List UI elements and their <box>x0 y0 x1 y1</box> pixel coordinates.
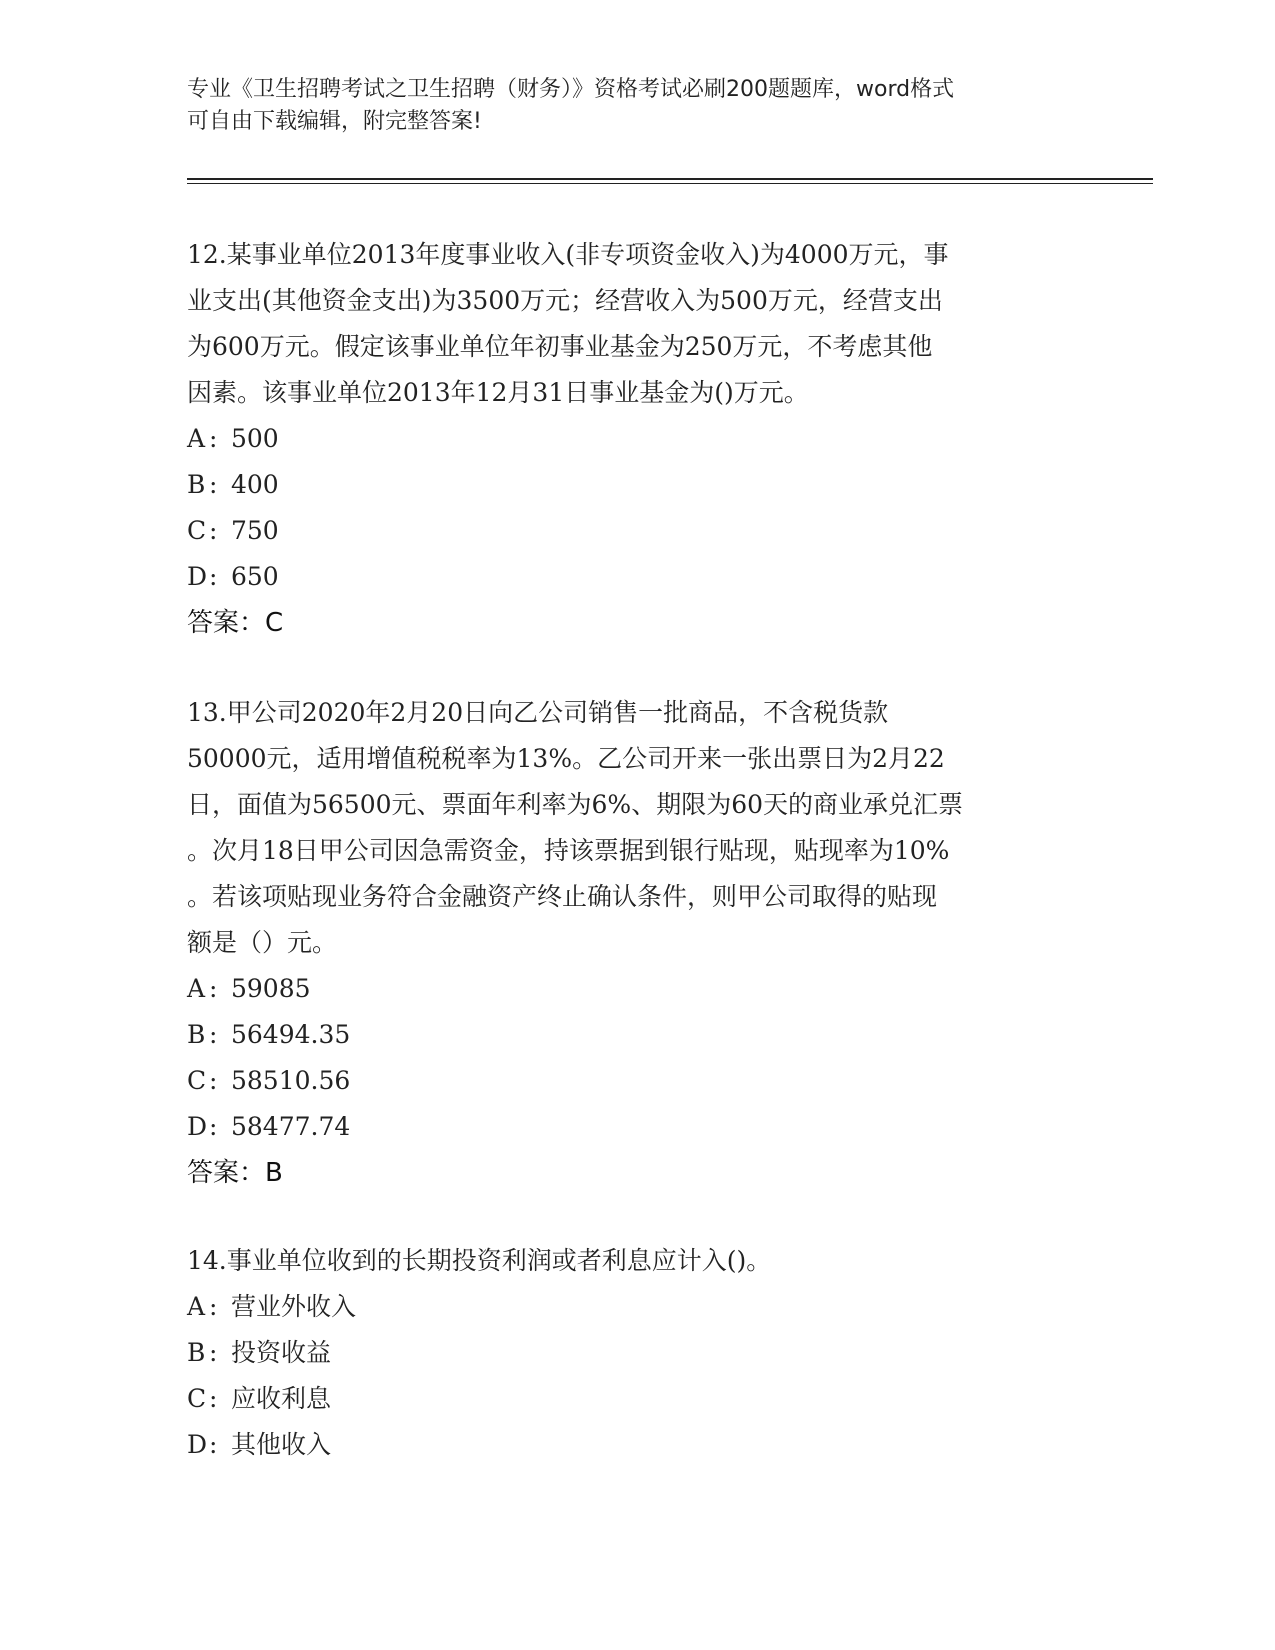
option-c <box>187 508 1087 554</box>
question-stem-line: 12.某事业单位2013年度事业收入(非专项资金收入)为4000万元，事 <box>187 240 949 269</box>
option-letter: D <box>187 1430 208 1459</box>
option-d <box>187 1422 1087 1468</box>
option-b <box>187 1012 1087 1058</box>
option-letter: B <box>187 470 206 499</box>
option-separator: : <box>209 470 218 499</box>
option-letter: B <box>187 1020 206 1049</box>
question-stem-line: 额是（）元。 <box>187 928 338 957</box>
question-stem-line: 业支出(其他资金支出)为3500万元；经营收入为500万元，经营支出 <box>187 286 943 315</box>
option-d <box>187 1104 1087 1150</box>
option-separator: : <box>209 1430 218 1459</box>
header-title-line-1: 专业《卫生招聘考试之卫生招聘（财务）》资格考试必刷200题题库，word格式 <box>187 77 955 102</box>
option-text: 59085 <box>231 974 311 1003</box>
question-stem-line: 日，面值为56500元、票面年利率为6%、期限为60天的商业承兑汇票 <box>187 790 964 819</box>
question-12 <box>187 232 1087 646</box>
option-text: 750 <box>231 516 279 545</box>
option-separator: : <box>209 516 218 545</box>
question-stem-line: 因素。该事业单位2013年12月31日事业基金为()万元。 <box>187 378 809 407</box>
question-stem-line: 。次月18日甲公司因急需资金，持该票据到银行贴现，贴现率为10% <box>187 836 950 865</box>
option-letter: A <box>187 974 206 1003</box>
question-stem-line: 13.甲公司2020年2月20日向乙公司销售一批商品，不含税货款 <box>187 698 889 727</box>
option-separator: : <box>209 1112 218 1141</box>
option-d <box>187 554 1087 600</box>
option-separator: : <box>209 1066 218 1095</box>
option-letter: C <box>187 516 207 545</box>
header-divider-thin <box>187 183 1153 184</box>
option-letter: A <box>187 1292 206 1321</box>
option-letter: C <box>187 1066 207 1095</box>
option-text: 营业外收入 <box>231 1292 357 1321</box>
option-text: 其他收入 <box>231 1430 332 1459</box>
option-a <box>187 966 1087 1012</box>
option-letter: D <box>187 562 208 591</box>
option-b <box>187 1330 1087 1376</box>
option-letter: A <box>187 424 206 453</box>
question-stem-line: 。若该项贴现业务符合金融资产终止确认条件，则甲公司取得的贴现 <box>187 882 938 911</box>
option-text: 58510.56 <box>231 1066 351 1095</box>
option-text: 投资收益 <box>231 1338 332 1367</box>
option-a <box>187 416 1087 462</box>
question-stem-line: 50000元，适用增值税税率为13%。乙公司开来一张出票日为2月22 <box>187 744 945 773</box>
option-text: 应收利息 <box>231 1384 332 1413</box>
question-13 <box>187 690 1087 1196</box>
question-stem-line: 14.事业单位收到的长期投资利润或者利息应计入()。 <box>187 1246 772 1275</box>
option-separator: : <box>209 1020 218 1049</box>
option-text: 650 <box>231 562 279 591</box>
option-text: 58477.74 <box>231 1112 351 1141</box>
option-c <box>187 1058 1087 1104</box>
option-c <box>187 1376 1087 1422</box>
document-header <box>187 74 1067 138</box>
option-separator: : <box>209 1338 218 1367</box>
option-text: 400 <box>231 470 279 499</box>
option-separator: : <box>209 1384 218 1413</box>
answer-line: 答案：C <box>187 608 284 638</box>
option-b <box>187 462 1087 508</box>
option-letter: B <box>187 1338 206 1367</box>
option-a <box>187 1284 1087 1330</box>
option-letter: D <box>187 1112 208 1141</box>
answer-line: 答案：B <box>187 1158 283 1188</box>
option-separator: : <box>209 562 218 591</box>
header-title-line-2: 可自由下载编辑，附完整答案! <box>187 109 482 134</box>
option-text: 56494.35 <box>231 1020 351 1049</box>
question-stem-line: 为600万元。假定该事业单位年初事业基金为250万元，不考虑其他 <box>187 332 933 361</box>
header-divider-thick <box>187 178 1153 180</box>
option-text: 500 <box>231 424 279 453</box>
option-separator: : <box>209 424 218 453</box>
option-separator: : <box>209 974 218 1003</box>
option-letter: C <box>187 1384 207 1413</box>
question-14 <box>187 1238 1087 1468</box>
option-separator: : <box>209 1292 218 1321</box>
